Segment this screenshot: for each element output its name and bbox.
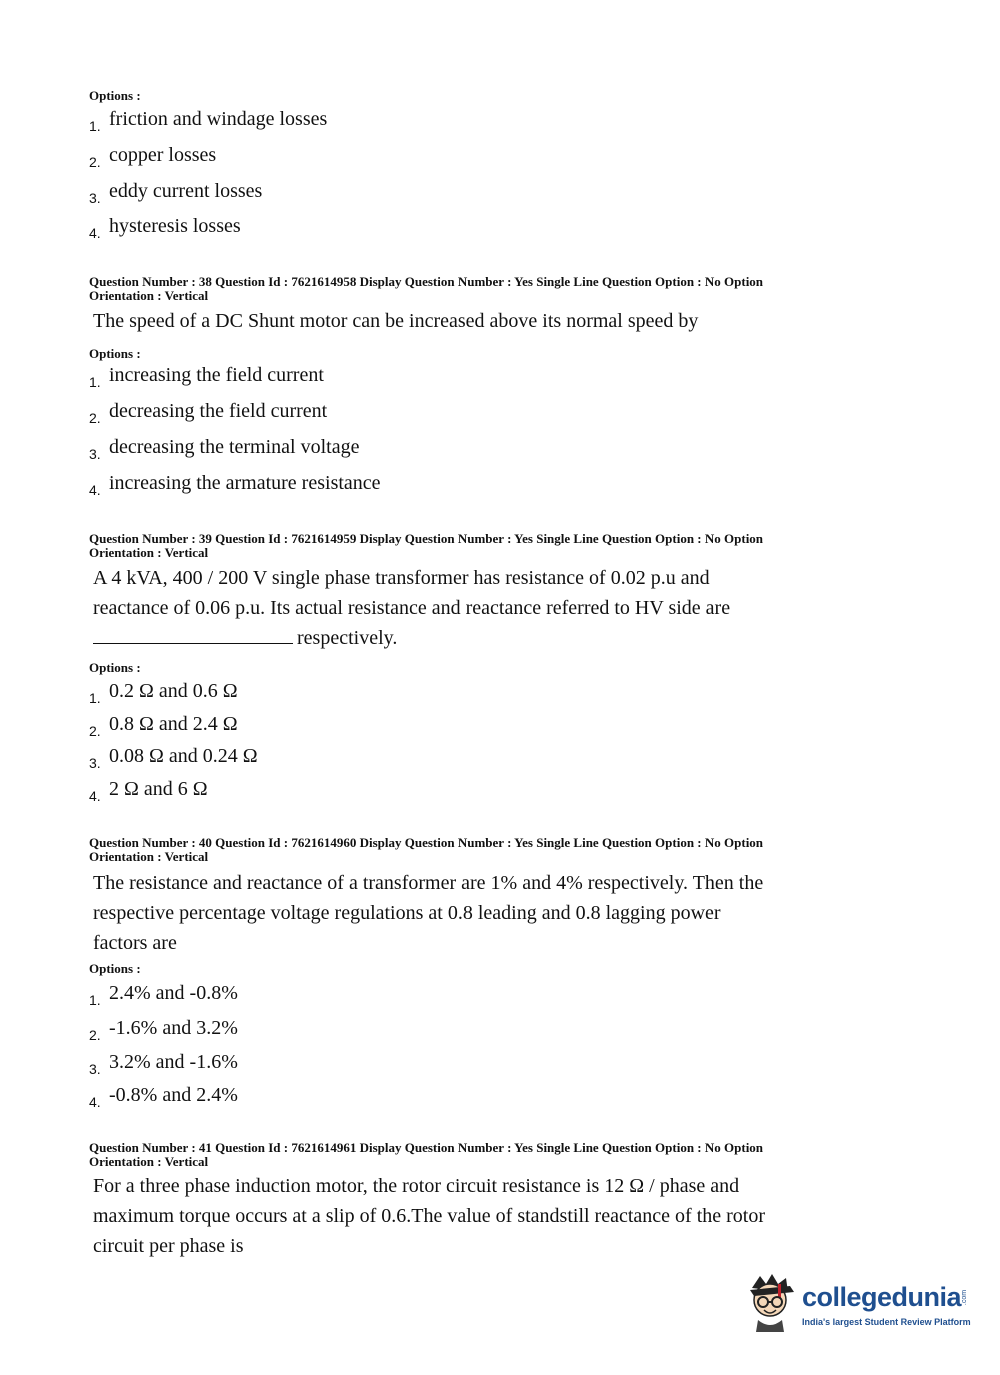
- question-meta: Question Number : 40 Question Id : 7621614960 Display Question Number : Yes Single Line Question Option : No Option Orientation : Vertical: [89, 835, 764, 864]
- options-label: Options :: [89, 660, 141, 675]
- option-3: 3. decreasing the terminal voltage: [89, 436, 360, 462]
- option-1: 1. increasing the field current: [89, 364, 324, 390]
- mascot-icon: [742, 1270, 798, 1334]
- option-4: 4. 2 Ω and 6 Ω: [89, 778, 208, 804]
- logo-tagline: India's largest Student Review Platform: [802, 1317, 971, 1327]
- option-4: 4. hysteresis losses: [89, 215, 241, 241]
- question-text: For a three phase induction motor, the rotor circuit resistance is 12 Ω / phase and maximum torque occurs at a slip of 0.6.The value of standstill reactance of the rotor circuit per phase is: [93, 1175, 766, 1257]
- options-label: Options :: [89, 961, 141, 976]
- collegedunia-logo: [742, 1270, 972, 1340]
- option-1: 1. 2.4% and -0.8%: [89, 982, 238, 1008]
- question-text: A 4 kVA, 400 / 200 V single phase transformer has resistance of 0.02 p.u and reactance of 0.06 p.u. Its actual resistance and reactance referred to HV side are respectively.: [93, 567, 731, 649]
- option-2: 2. 0.8 Ω and 2.4 Ω: [89, 713, 238, 739]
- option-3: 3. 3.2% and -1.6%: [89, 1051, 238, 1077]
- question-meta: Question Number : 39 Question Id : 7621614959 Display Question Number : Yes Single Line Question Option : No Option Orientation : Vertical: [89, 531, 764, 560]
- question-meta: Question Number : 41 Question Id : 7621614961 Display Question Number : Yes Single Line Question Option : No Option Orientation : Vertical: [89, 1140, 764, 1169]
- question-text: The speed of a DC Shunt motor can be increased above its normal speed by: [93, 310, 699, 332]
- option-2: 2. copper losses: [89, 144, 217, 170]
- options-label: Options :: [89, 346, 141, 361]
- option-1: 1. friction and windage losses: [89, 108, 328, 134]
- logo-suffix: .com: [961, 1289, 969, 1306]
- question-text: The resistance and reactance of a transformer are 1% and 4% respectively. Then the respective percentage voltage regulations at 0.8 leading and 0.8 lagging power factors are: [93, 872, 764, 954]
- option-4: 4. -0.8% and 2.4%: [89, 1084, 238, 1110]
- option-3: 3. eddy current losses: [89, 180, 263, 206]
- option-2: 2. -1.6% and 3.2%: [89, 1017, 238, 1043]
- option-2: 2. decreasing the field current: [89, 400, 328, 426]
- option-1: 1. 0.2 Ω and 0.6 Ω: [89, 680, 238, 706]
- answer-blank: [93, 625, 293, 644]
- logo-name: collegedunia: [802, 1282, 962, 1312]
- question-meta: Question Number : 38 Question Id : 7621614958 Display Question Number : Yes Single Line Question Option : No Option Orientation : Vertical: [89, 274, 764, 303]
- options-label: Options :: [89, 88, 141, 103]
- option-3: 3. 0.08 Ω and 0.24 Ω: [89, 745, 258, 771]
- option-4: 4. increasing the armature resistance: [89, 472, 381, 498]
